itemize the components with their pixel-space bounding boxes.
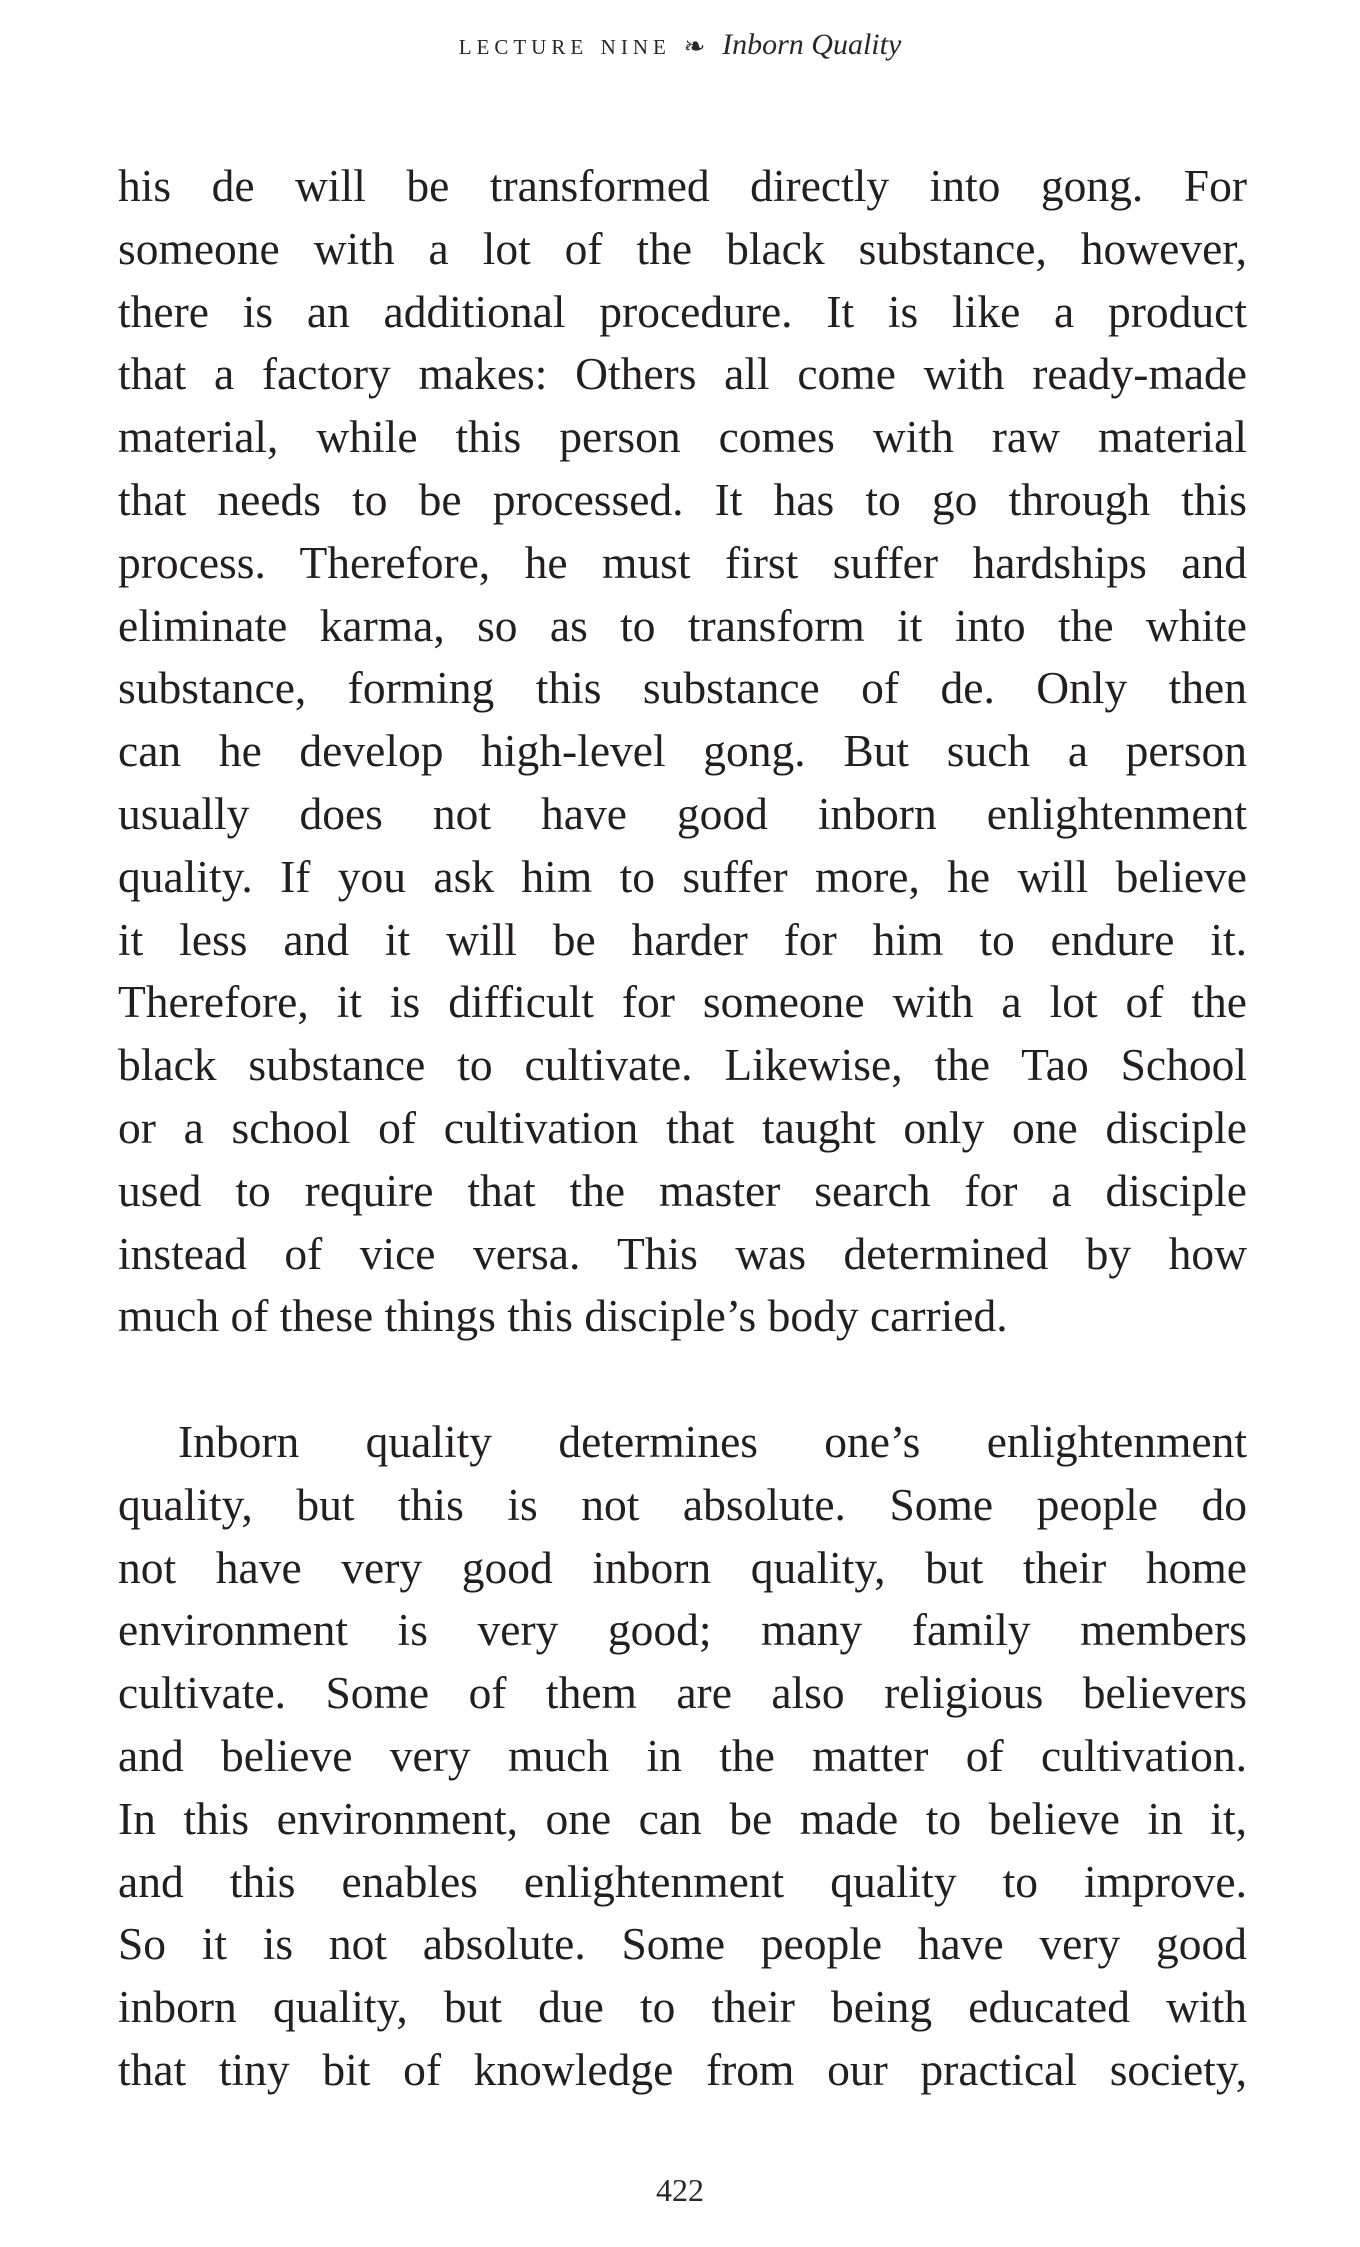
text-line: someone with a lot of the black substance, however, — [118, 222, 1247, 274]
text-line: can he develop high-level gong. But such a person — [118, 725, 1247, 777]
text-line: not have very good inborn quality, but their home — [118, 1541, 1247, 1593]
text-line: there is an additional procedure. It is like a product — [118, 285, 1247, 337]
running-head-subtitle: Inborn Quality — [722, 28, 902, 61]
text-line: and this enables enlightenment quality to improve. — [118, 1855, 1247, 1907]
leaf-ornament-icon: ❧ — [683, 32, 706, 61]
text-line: So it is not absolute. Some people have very good — [118, 1918, 1247, 1970]
text-line: material, while this person comes with raw material — [118, 411, 1247, 463]
text-line: inborn quality, but due to their being educated with — [118, 1981, 1247, 2033]
text-line: much of these things this disciple’s body carried. — [118, 1290, 1008, 1342]
text-line: process. Therefore, he must first suffer hardships and — [118, 536, 1247, 588]
text-line: that needs to be processed. It has to go through this — [118, 473, 1247, 525]
text-line: black substance to cultivate. Likewise, the Tao School — [118, 1039, 1247, 1091]
text-line: Inborn quality determines one’s enlightenment — [178, 1415, 1247, 1467]
text-line: that a factory makes: Others all come with ready-made — [118, 348, 1247, 400]
text-line: that tiny bit of knowledge from our practical society, — [118, 2043, 1247, 2095]
text-line: quality, but this is not absolute. Some people do — [118, 1478, 1247, 1530]
running-head — [0, 28, 1360, 62]
page-number: 422 — [656, 2172, 704, 2208]
running-head-lecture: lecture nine — [458, 28, 671, 61]
text-line: or a school of cultivation that taught only one disciple — [118, 1101, 1247, 1153]
text-line: cultivate. Some of them are also religious believers — [118, 1667, 1247, 1719]
text-line: environment is very good; many family members — [118, 1604, 1247, 1656]
paragraph-2 — [118, 1411, 1247, 2102]
text-line: and believe very much in the matter of cultivation. — [118, 1729, 1247, 1781]
text-line: substance, forming this substance of de. Only then — [118, 662, 1247, 714]
body-text — [118, 155, 1247, 2102]
text-line: used to require that the master search for a disciple — [118, 1164, 1247, 1216]
text-line: usually does not have good inborn enlightenment — [118, 787, 1247, 839]
text-line: eliminate karma, so as to transform it into the white — [118, 599, 1247, 651]
text-line: it less and it will be harder for him to endure it. — [118, 913, 1247, 965]
text-line: Therefore, it is difficult for someone with a lot of the — [118, 976, 1247, 1028]
text-line: his de will be transformed directly into gong. For — [118, 160, 1247, 211]
text-line: quality. If you ask him to suffer more, he will believe — [118, 850, 1247, 902]
text-line: instead of vice versa. This was determined by how — [118, 1227, 1247, 1279]
text-line: In this environment, one can be made to believe in it, — [118, 1792, 1247, 1844]
paragraph-1 — [118, 155, 1247, 1348]
